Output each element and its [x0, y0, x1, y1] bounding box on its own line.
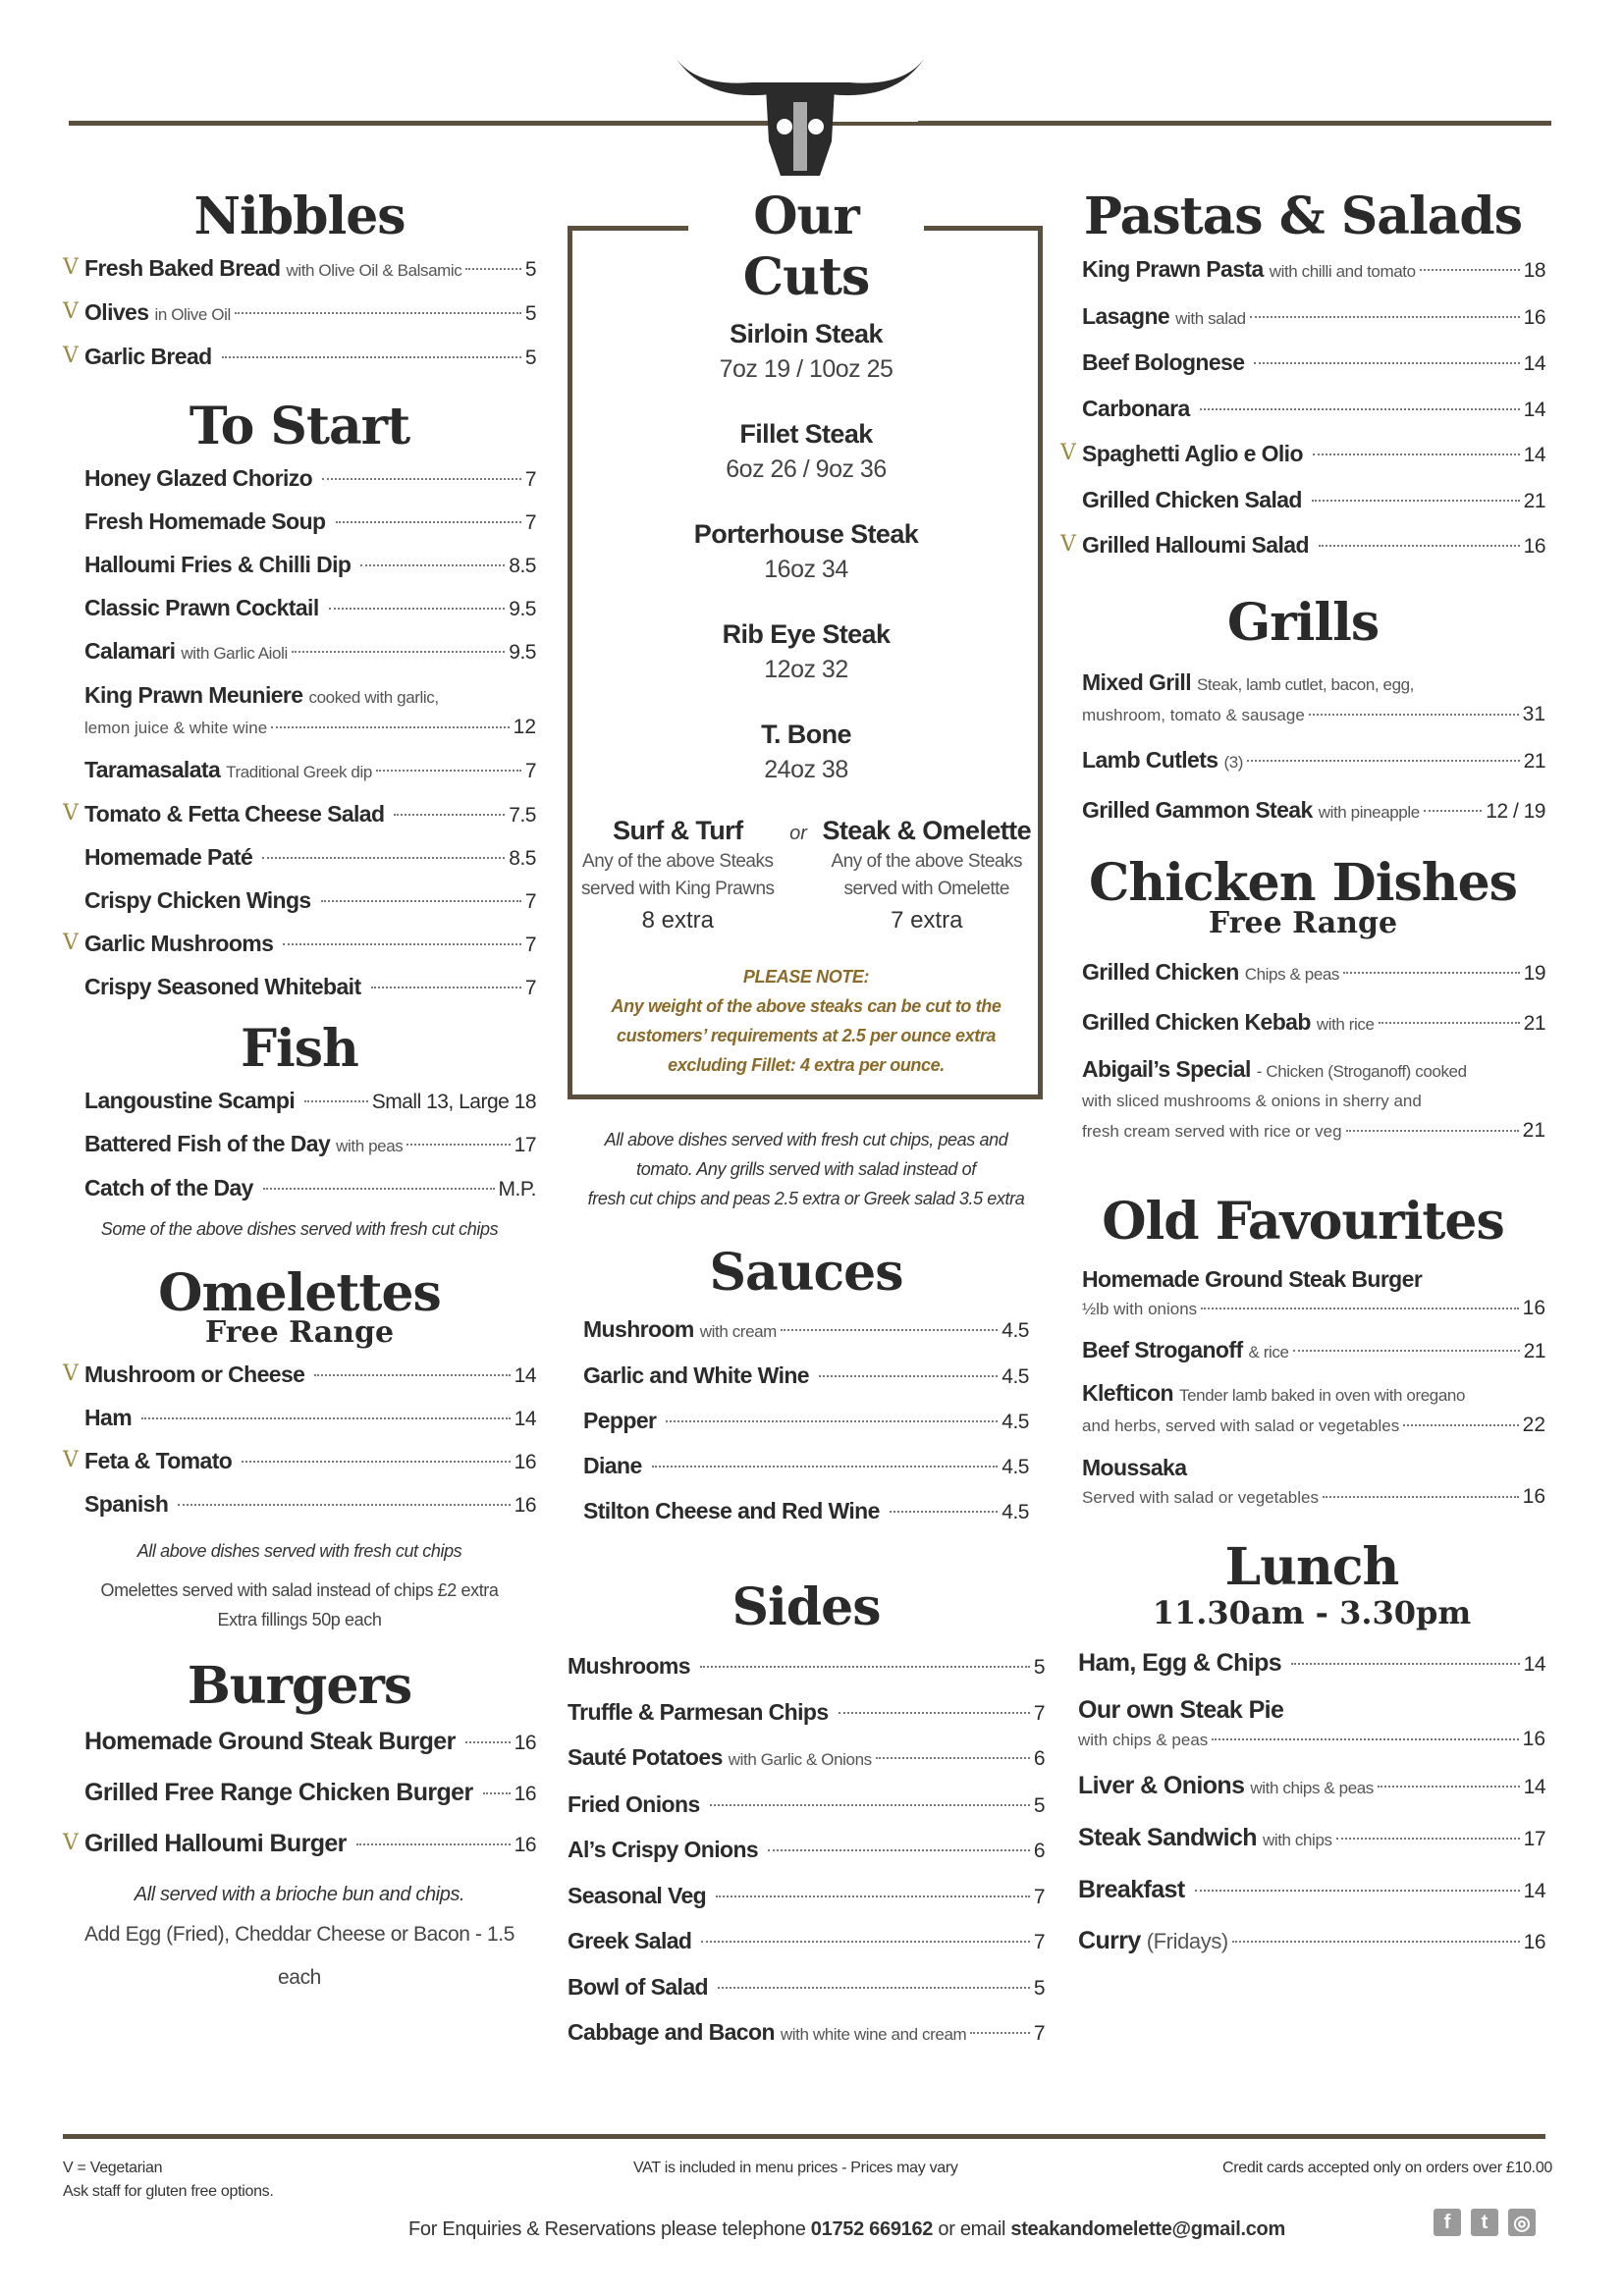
chicken-title: Chicken Dishes	[1089, 852, 1517, 913]
menu-item: Grilled Free Range Chicken Burger 16	[84, 1779, 536, 1806]
bottom-rule	[63, 2134, 1545, 2139]
fish-note: Some of the above dishes served with fresh cut chips	[100, 1219, 499, 1239]
menu-item: V Grilled Halloumi Burger 16	[63, 1830, 536, 1857]
or-label: or	[789, 823, 807, 844]
cut-item: Fillet Steak 6oz 26 / 9oz 36	[726, 419, 887, 483]
omelettes-subtitle: Free Range	[204, 1315, 395, 1350]
chicken-subtitle: Free Range	[1208, 905, 1398, 940]
menu-item: V Feta & Tomato 16	[63, 1448, 536, 1473]
menu-item: Beef Stroganoff & rice 21	[1082, 1336, 1545, 1362]
menu-item: Battered Fish of the Day with peas 17	[84, 1131, 536, 1156]
fish-section	[63, 1019, 536, 1244]
menu-item: V Grilled Halloumi Salad 16	[1060, 532, 1545, 558]
menu-item: Greek Salad 7	[568, 1928, 1045, 1953]
facebook-icon[interactable]: f	[1434, 2209, 1461, 2236]
menu-item: Lamb Cutlets (3) 21	[1082, 746, 1545, 773]
menu-item: Honey Glazed Chorizo 7	[84, 465, 536, 491]
enquiries-line: For Enquiries & Reservations please telephone 01752 669162 or email steakandomelette@gmail.com	[408, 2218, 1285, 2240]
lunch-title: Lunch	[1224, 1536, 1399, 1597]
sauces-title: Sauces	[709, 1243, 903, 1303]
cut-item: Rib Eye Steak 12oz 32	[722, 619, 891, 683]
fish-title: Fish	[241, 1019, 358, 1079]
menu-item: Mushroom with cream 4.5	[583, 1316, 1029, 1342]
please-note: PLEASE NOTE: Any weight of the above steaks can be cut to the customers’ requirements at 2.5 per ounce extra excluding Fillet: 4 extra per ounce.	[611, 967, 1001, 1075]
menu-item: Halloumi Fries & Chilli Dip 8.5	[84, 552, 536, 577]
our-cuts-title: Our Cuts	[688, 187, 924, 308]
menu-item: Homemade Ground Steak Burger 16	[84, 1728, 536, 1755]
menu-item: Classic Prawn Cocktail 9.5	[84, 595, 536, 620]
cut-item: T. Bone 24oz 38	[761, 720, 851, 783]
menu-item: Curry (Fridays) 16	[1078, 1926, 1545, 1954]
menu-item: Ham, Egg & Chips 14	[1078, 1648, 1545, 1677]
column-right	[1060, 187, 1545, 1967]
nibbles-section	[63, 187, 536, 379]
to-start-section	[63, 397, 536, 1009]
sides-title: Sides	[731, 1577, 881, 1637]
menu-item: V Spaghetti Aglio e Olio 14	[1060, 441, 1545, 466]
lunch-section	[1060, 1536, 1545, 1967]
menu-item: Sauté Potatoes with Garlic & Onions 6	[568, 1744, 1045, 1770]
menu-item: Grilled Chicken Chips & peas 19	[1082, 958, 1545, 985]
email-link[interactable]: steakandomelette@gmail.com	[1010, 2218, 1285, 2240]
omelettes-section	[63, 1263, 536, 1634]
burgers-addons: Add Egg (Fried), Cheddar Cheese or Bacon - 1.5 each	[83, 1923, 514, 1989]
menu-item: Bowl of Salad 5	[568, 1973, 1045, 2000]
sides-section	[568, 1577, 1045, 2057]
menu-item: Pepper 4.5	[583, 1408, 1029, 1433]
menu-item: Liver & Onions with chips & peas 14	[1078, 1771, 1545, 1799]
vat-note: VAT is included in menu prices - Prices may vary	[633, 2160, 958, 2176]
menu-item: Grilled Chicken Kebab with rice 21	[1082, 1008, 1545, 1035]
grills-section	[1060, 593, 1545, 836]
combo-offers	[568, 813, 1045, 938]
twitter-icon[interactable]: t	[1471, 2209, 1498, 2236]
to-start-title: To Start	[189, 397, 410, 456]
menu-item: Calamari with Garlic Aioli 9.5	[84, 638, 536, 664]
pastas-title: Pastas & Salads	[1083, 187, 1523, 246]
column-middle	[568, 187, 1045, 2057]
veg-key: V = Vegetarian	[63, 2160, 163, 2176]
menu-item: Grilled Gammon Steak with pineapple 12 / 19	[1082, 796, 1545, 823]
menu-item: Catch of the Day M.P.	[84, 1175, 536, 1201]
menu-item: Ham 14	[84, 1405, 536, 1430]
burgers-note: All served with a brioche bun and chips.	[134, 1884, 465, 1905]
menu-item: Grilled Chicken Salad 21	[1082, 486, 1545, 512]
sauces-section	[568, 1243, 1045, 1534]
cut-item: Sirloin Steak 7oz 19 / 10oz 25	[719, 319, 893, 383]
menu-item: Langoustine Scampi Small 13, Large 18	[84, 1088, 536, 1113]
menu-item: Klefticon Tender lamb baked in oven with oregano and herbs, served with salad or vegetables 22	[1082, 1379, 1545, 1436]
menu-item: Mixed Grill Steak, lamb cutlet, bacon, egg, mushroom, tomato & sausage 31	[1082, 668, 1545, 725]
omelettes-title: Omelettes	[158, 1263, 441, 1323]
menu-item: Truffle & Parmesan Chips 7	[568, 1698, 1045, 1725]
menu-item: Crispy Chicken Wings 7	[84, 887, 536, 913]
nibbles-title: Nibbles	[193, 187, 406, 246]
burgers-title: Burgers	[187, 1656, 412, 1716]
menu-item: Cabbage and Bacon with white wine and cream 7	[568, 2019, 1045, 2045]
menu-item: V Mushroom or Cheese 14	[63, 1362, 536, 1387]
gluten-note: Ask staff for gluten free options.	[63, 2183, 274, 2200]
menu-item: Seasonal Veg 7	[568, 1882, 1045, 1908]
menu-item: King Prawn Pasta with chilli and tomato 18	[1082, 256, 1545, 282]
menu-item: Beef Bolognese 14	[1082, 349, 1545, 375]
menu-item: Garlic and White Wine 4.5	[583, 1362, 1029, 1388]
lunch-hours: 11.30am - 3.30pm	[1152, 1593, 1472, 1631]
menu-item: Carbonara 14	[1082, 395, 1545, 421]
menu-item: Fresh Homemade Soup 7	[84, 508, 536, 534]
menu-item: Diane 4.5	[583, 1453, 1029, 1478]
menu-item: Lasagne with salad 16	[1082, 302, 1545, 329]
omelettes-note: All above dishes served with fresh cut chips	[136, 1541, 462, 1561]
grills-title: Grills	[1226, 592, 1380, 653]
phone-number[interactable]: 01752 669162	[810, 2218, 934, 2240]
menu-item: Steak Sandwich with chips 17	[1078, 1823, 1545, 1851]
menu-item: Abigail’s Special - Chicken (Stroganoff) cooked with sliced mushrooms & onions in sherry and fresh cream served with rice or veg 21	[1082, 1055, 1545, 1142]
cuts-serving-note: All above dishes served with fresh cut chips, peas and tomato. Any grills served with salad instead of fresh cut chips and peas 2.5 extra or Greek salad 3.5 extra	[587, 1130, 1025, 1208]
column-left	[63, 187, 536, 2000]
menu-item: Homemade Paté 8.5	[84, 844, 536, 870]
menu-item: Taramasalata Traditional Greek dip 7	[84, 757, 536, 782]
old-favourites-section	[1060, 1192, 1545, 1519]
chicken-section	[1060, 852, 1545, 1152]
social-links	[1434, 2209, 1536, 2236]
cards-note: Credit cards accepted only on orders over £10.00	[1222, 2160, 1553, 2176]
pastas-section	[1060, 187, 1545, 569]
menu-item: V Olives in Olive Oil 5	[63, 299, 536, 325]
omelettes-note-salad: Omelettes served with salad instead of chips £2 extra	[100, 1580, 499, 1600]
old-favourites-title: Old Favourites	[1102, 1191, 1504, 1252]
burgers-section	[63, 1656, 536, 2000]
menu-item: Moussaka Served with salad or vegetables 16	[1082, 1454, 1545, 1508]
bull-skull-icon	[663, 33, 938, 190]
omelettes-note-fillings: Extra fillings 50p each	[217, 1610, 382, 1629]
menu-item: Crispy Seasoned Whitebait 7	[84, 974, 536, 999]
cut-item: Porterhouse Steak 16oz 34	[693, 519, 919, 583]
menu-item: Breakfast 14	[1078, 1875, 1545, 1903]
menu-item: Al’s Crispy Onions 6	[568, 1837, 1045, 1862]
menu-item: King Prawn Meuniere cooked with garlic, lemon juice & white wine 12	[84, 682, 536, 738]
surf-and-turf: Surf & Turf Any of the above Steaks served with King Prawns 8 extra	[581, 816, 775, 934]
menu-item: Our own Steak Pie with chips & peas 16	[1078, 1695, 1545, 1750]
menu-item: Fried Onions 5	[568, 1790, 1045, 1817]
menu-item: Stilton Cheese and Red Wine 4.5	[583, 1498, 1029, 1523]
menu-item: V Fresh Baked Bread with Olive Oil & Balsamic 5	[63, 255, 536, 281]
menu-item: Mushrooms 5	[568, 1653, 1045, 1679]
menu-item: V Tomato & Fetta Cheese Salad 7.5	[63, 801, 536, 827]
menu-item: V Garlic Bread 5	[63, 344, 536, 369]
menu-item: V Garlic Mushrooms 7	[63, 931, 536, 956]
instagram-icon[interactable]: ◎	[1508, 2209, 1536, 2236]
our-cuts-section	[568, 187, 1045, 1213]
steak-and-omelette: Steak & Omelette Any of the above Steaks served with Omelette 7 extra	[822, 816, 1031, 934]
menu-item: Spanish 16	[84, 1491, 536, 1517]
menu-item: Homemade Ground Steak Burger ½lb with onions 16	[1082, 1265, 1545, 1319]
